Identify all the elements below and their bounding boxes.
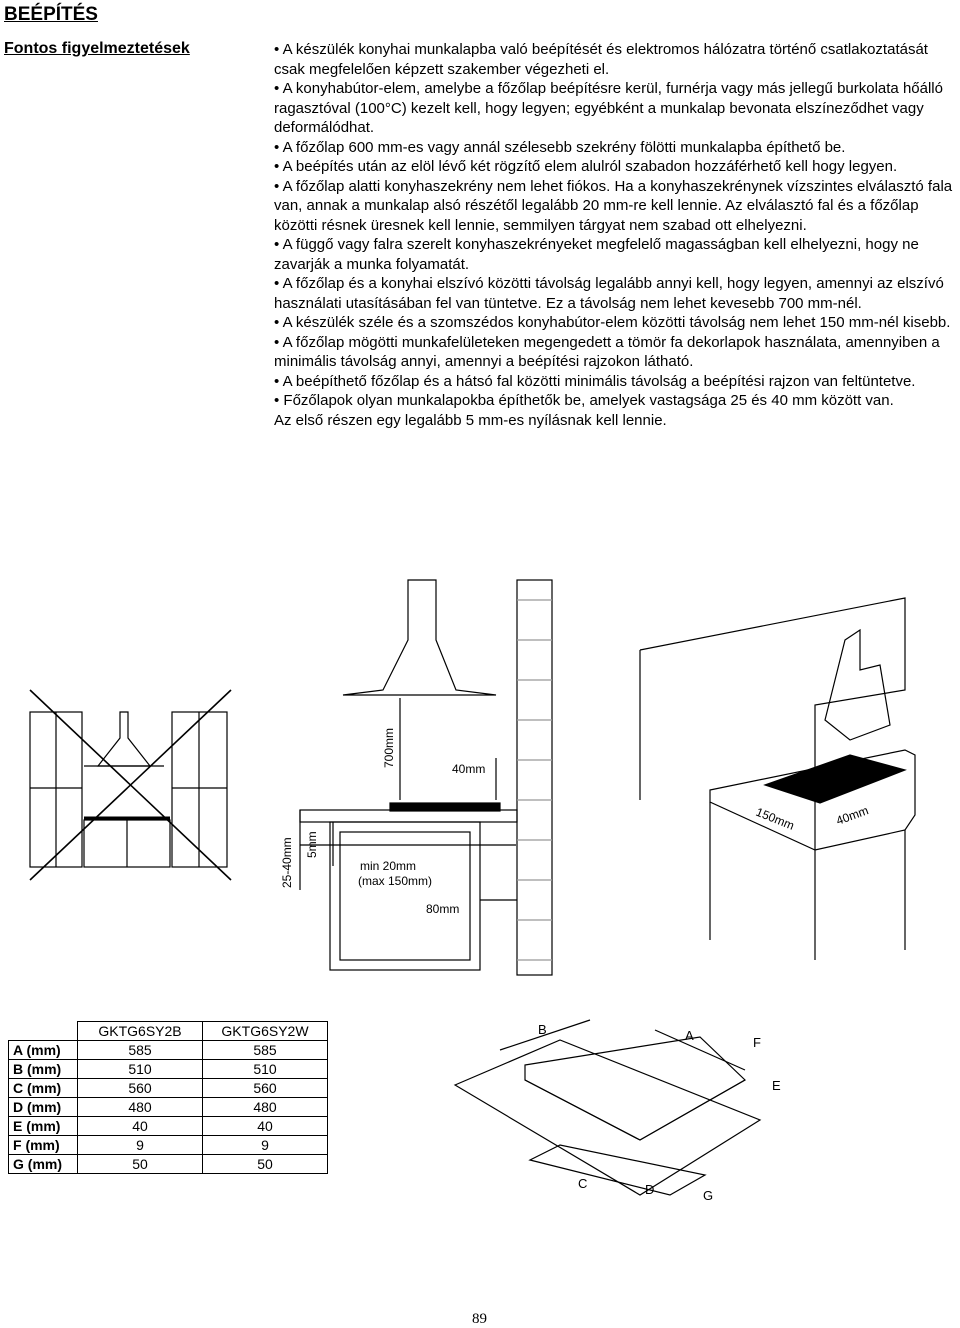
label-b: B [538,1022,547,1037]
warning-item: • A függő vagy falra szerelt konyhaszekrényeket megfelelő magasságban kell elhelyezni, hogy ne zavarják a munka folyamatát. [274,236,919,273]
label-e: E [772,1078,781,1093]
warning-item: • A főzőlap 600 mm-es vagy annál szélesebb szekrény fölötti munkalapba építhető be. [274,138,846,156]
dim-700mm: 700mm [382,727,396,768]
table-row: G (mm) 50 50 [9,1155,328,1174]
table-row: E (mm) 40 40 [9,1117,328,1136]
wrong-installation-figure [30,690,231,880]
warning-item: • A beépítés után az elöl lévő két rögzítő elem alulról szabadon hozzáférhető kell hogy legyen. [274,158,898,175]
label-f: F [753,1035,761,1050]
subtitle: Fontos figyelmeztetések [4,40,190,57]
dim-25-40mm: 25-40mm [280,837,294,888]
warning-item: • A beépíthető főzőlap és a hátsó fal közötti minimális távolság a beépítési rajzon van feltüntetve. [274,372,916,390]
label-c: C [578,1176,588,1191]
table-row: B (mm) 510 510 [9,1060,328,1079]
warning-item: Az első részen egy legalább 5 mm-es nyílásnak kell lennie. [274,411,667,429]
label-a: A [685,1028,694,1043]
model-header: GKTG6SY2W [203,1022,328,1041]
section-diagram [280,580,552,975]
spec-table [8,1021,328,1174]
table-row: D (mm) 480 480 [9,1098,328,1117]
dim-150mm: 150mm [753,804,797,833]
warning-item: • A készülék széle és a szomszédos konyhabútor-elem közötti távolság nem lehet 150 mm-nél kisebb. [274,314,951,331]
warning-item: • A konyhabútor-elem, amelybe a főzőlap beépítésre kerül, furnérja vagy más jellegű burkolata hőálló ragasztóval (100°C) kezelt kell, hogy legyen; egyébként a munkalap bevonata elszíneződhet vagy deformálódhat. [274,80,943,136]
label-g: G [703,1188,714,1200]
dim-80mm: 80mm [426,902,460,916]
warning-item: • A főzőlap és a konyhai elszívó közötti távolság legalább annyi kell, hogy legyen, amennyi az elszívó használati utasításában fel van tüntetve. Ez a távolság nem lehet kevesebb 700 mm-nél. [274,275,944,312]
dim-40mm-a: 40mm [452,762,486,776]
warning-item: • A főzőlap alatti konyhaszekrény nem lehet fiókos. Ha a konyhaszekrénynek vízszintes elválasztó fala van, annak a munkalap alsó részétől legalább 20 mm-re kell lennie. Az elválasztó fal és a főzőlap közötti résnek üresnek kell lennie, semmilyen tárgyat nem szabad ott elhelyezni. [274,177,953,234]
warnings-list [274,40,958,430]
section-title: BEÉPÍTÉS [4,4,98,25]
table-row: C (mm) 560 560 [9,1079,328,1098]
page-number: 89 [472,1311,487,1327]
dim-5mm: 5mm [305,831,319,858]
dim-min20: min 20mm [360,859,417,873]
cutout-diagram [455,1020,781,1200]
model-header: GKTG6SY2B [78,1022,203,1041]
table-row: A (mm) 585 585 [9,1041,328,1060]
dim-max150: (max 150mm) [358,874,433,888]
warning-item: • Főzőlapok olyan munkalapokba építhetők be, amelyek vastagsága 25 és 40 mm között van. [274,392,894,409]
label-d: D [645,1182,655,1197]
dim-40mm-b: 40mm [834,803,871,828]
perspective-diagram [640,598,915,960]
warning-item: • A készülék konyhai munkalapba való beépítését és elektromos hálózatra történő csatlakoztatását csak megfelelően képzett szakember végezheti el. [274,41,928,78]
table-row: F (mm) 9 9 [9,1136,328,1155]
warning-item: • A főzőlap mögötti munkafelületeken megengedett a tömör fa dekorlapok használata, amennyiben a minimális távolság annyi, amennyi a beépítési rajzokon látható. [274,333,940,370]
